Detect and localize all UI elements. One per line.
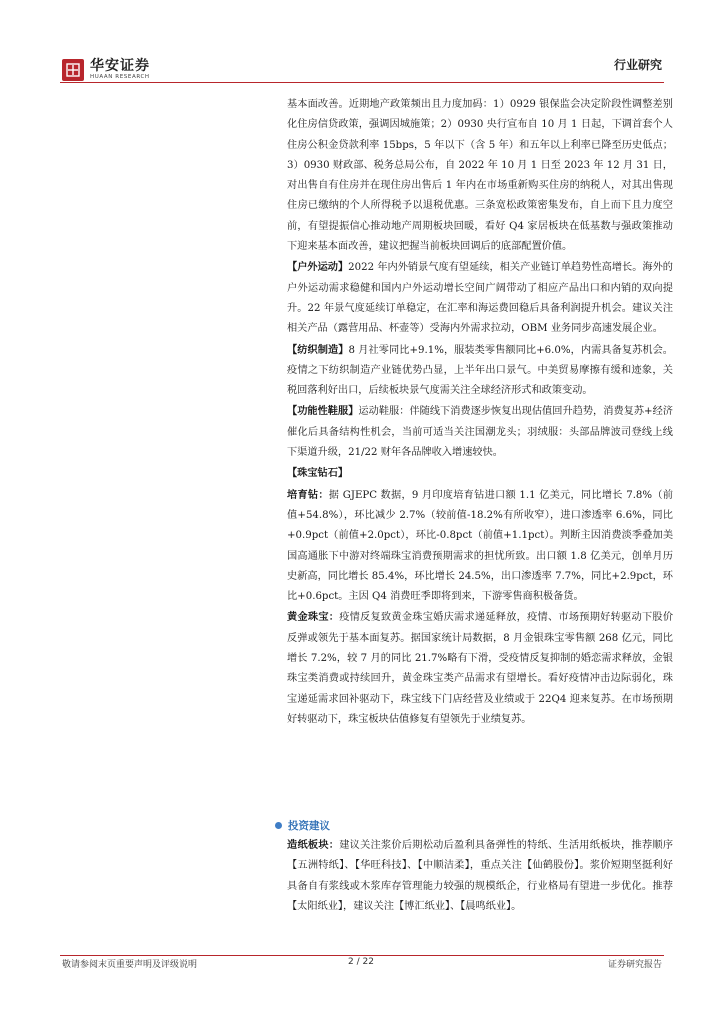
section-investment-advice xyxy=(275,818,330,833)
paragraph-gold-jewelry xyxy=(287,607,673,730)
paragraph-jewelry-heading xyxy=(287,463,673,484)
paragraph-text: 疫情反复致黄金珠宝婚庆需求递延释放，疫情、市场预期好转驱动下股价反弹或领先于基本面复苏。据国家统计局数据，8 月金银珠宝零售额 268 亿元，同比增长 7.2%，较 7 月的同比 21.7%略有下滑，受疫情反复抑制的婚恋需求释放，金银珠宝类消费或持续回升，黄金珠宝类产品需求有望增长。看好疫情冲击边际弱化，珠宝递延需求回补驱动下，珠宝线下门店经营及业绩或于 22Q4 迎来复苏。在市场预期好转驱动下，珠宝板块估值修复有望领先于业绩复苏。 xyxy=(287,612,674,725)
footer-report-type: 证券研究报告 xyxy=(607,960,662,970)
tag-lab-diamond: 培育钻： xyxy=(287,488,329,501)
tag-paper: 造纸板块： xyxy=(287,839,340,851)
bullet-dot-icon xyxy=(275,822,282,829)
footer-divider xyxy=(60,955,664,956)
tag-textile: 【纺织制造】 xyxy=(287,343,349,356)
paragraph-text: 2022 年内外销景气度有望延续，相关产业链订单趋势性高增长。海外的户外运动需求稳健和国内户外运动增长空间广阔带动了相应产品出口和内销的双向提升。22 年景气度延续订单稳定，在汇率和海运费回稳后具备利润提升机会。建议关注相关产品（露营用品、杯壶等）受海内外需求拉动，OBM 业务同步高速发展企业。 xyxy=(287,262,673,335)
paragraph-textile xyxy=(287,340,673,402)
tag-apparel: 【功能性鞋服】 xyxy=(287,405,359,418)
paragraph-text: 建议关注浆价后期松动后盈利具备弹性的特纸、生活用纸板块，推荐顺序【五洲特纸】、【华旺科技】、【中顺洁柔】，重点关注【仙鹤股份】。浆价短期坚挺利好具备自有浆线或木浆库存管理能力较强的规模纸企，行业格局有望进一步优化。推荐【太阳纸业】，建议关注【博汇纸业】、【晨鸣纸业】。 xyxy=(287,840,674,912)
paragraph-outdoor xyxy=(287,257,673,339)
logo-chinese-name: 华安证券 xyxy=(90,58,150,74)
logo-english-name: HUAAN RESEARCH xyxy=(90,74,150,80)
footer-disclaimer: 敬请参阅末页重要声明及评级说明 xyxy=(62,960,198,970)
tag-outdoor: 【户外运动】 xyxy=(287,261,349,274)
paragraph-text: 8 月社零同比+9.1%，服装类零售额同比+6.0%，内需具备复苏机会。疫情之下纺织制造产业链优势凸显，上半年出口景气。中美贸易摩擦有缓和迹象，关税回落利好出口，后续板块景气度需关注全球经济形式和政策变动。 xyxy=(287,344,673,397)
paragraph-text: 运动鞋服：伴随线下消费逐步恢复出现估值回升趋势，消费复苏+经济催化后具备结构性机会，当前可适当关注国潮龙头；羽绒服：头部品牌波司登线上线下渠道升级，21/22 财年各品牌收入增速较快。 xyxy=(287,406,673,459)
report-body xyxy=(287,95,673,730)
header-divider xyxy=(60,82,664,83)
investment-body xyxy=(287,835,673,917)
tag-jewelry: 【珠宝钻石】 xyxy=(287,467,349,480)
company-logo xyxy=(62,58,150,81)
page-header xyxy=(0,0,724,100)
tag-gold-jewelry: 黄金珠宝： xyxy=(287,611,340,624)
paragraph-lab-diamond xyxy=(287,485,673,608)
report-type-title: 行业研究 xyxy=(613,58,662,72)
page-number: 2 / 22 xyxy=(348,957,374,967)
paragraph-text: 基本面改善。近期地产政策频出且力度加码：1）0929 银保监会决定阶段性调整差别化住房信贷政策，强调因城施策；2）0930 央行宣布自 10 月 1 日起，下调首套个人住房公积金贷款利率 15bps，5 年以下（含 5 年）和五年以上利率已降至历史低点；3）0930 财政部、税务总局公布，自 2022 年 10 月 1 日至 2023 年 12 月 31 日，对出售自有住房并在现住房出售后 1 年内在市场重新购买住房的纳税人，对其出售现住房已缴纳的个人所得税予以退税优惠。三条宽松政策密集发布，自上而下且力度空前，有望提振信心推动地产周期板块回暖，看好 Q4 家居板块在低基数与强政策推动下迎来基本面改善，建议把握当前板块回调后的底部配置价值。 xyxy=(287,99,673,253)
paragraph-apparel xyxy=(287,401,673,463)
paragraph-home-furnishing xyxy=(287,95,673,257)
section-title: 投资建议 xyxy=(288,820,330,832)
paragraph-paper xyxy=(287,835,673,917)
paragraph-text: 据 GJEPC 数据，9 月印度培育钻进口额 1.1 亿美元，同比增长 7.8%（前值+54.8%），环比减少 2.7%（较前值-18.2%有所收窄），进口渗透率 6.6%，同比+0.9pct（前值+2.0pct），环比-0.8pct（前值+1.1pct）。判断主因消费淡季叠加美国高通胀下中游对终端珠宝消费预期需求的担忧所致。出口额 1.8 亿美元，创单月历史新高，同比增长 85.4%，环比增长 24.5%，出口渗透率 7.7%，同比+2.9pct，环比+0.6pct。主因 Q4 消费旺季即将到来，下游零售商积极备货。 xyxy=(287,489,673,603)
seal-icon xyxy=(62,59,84,81)
